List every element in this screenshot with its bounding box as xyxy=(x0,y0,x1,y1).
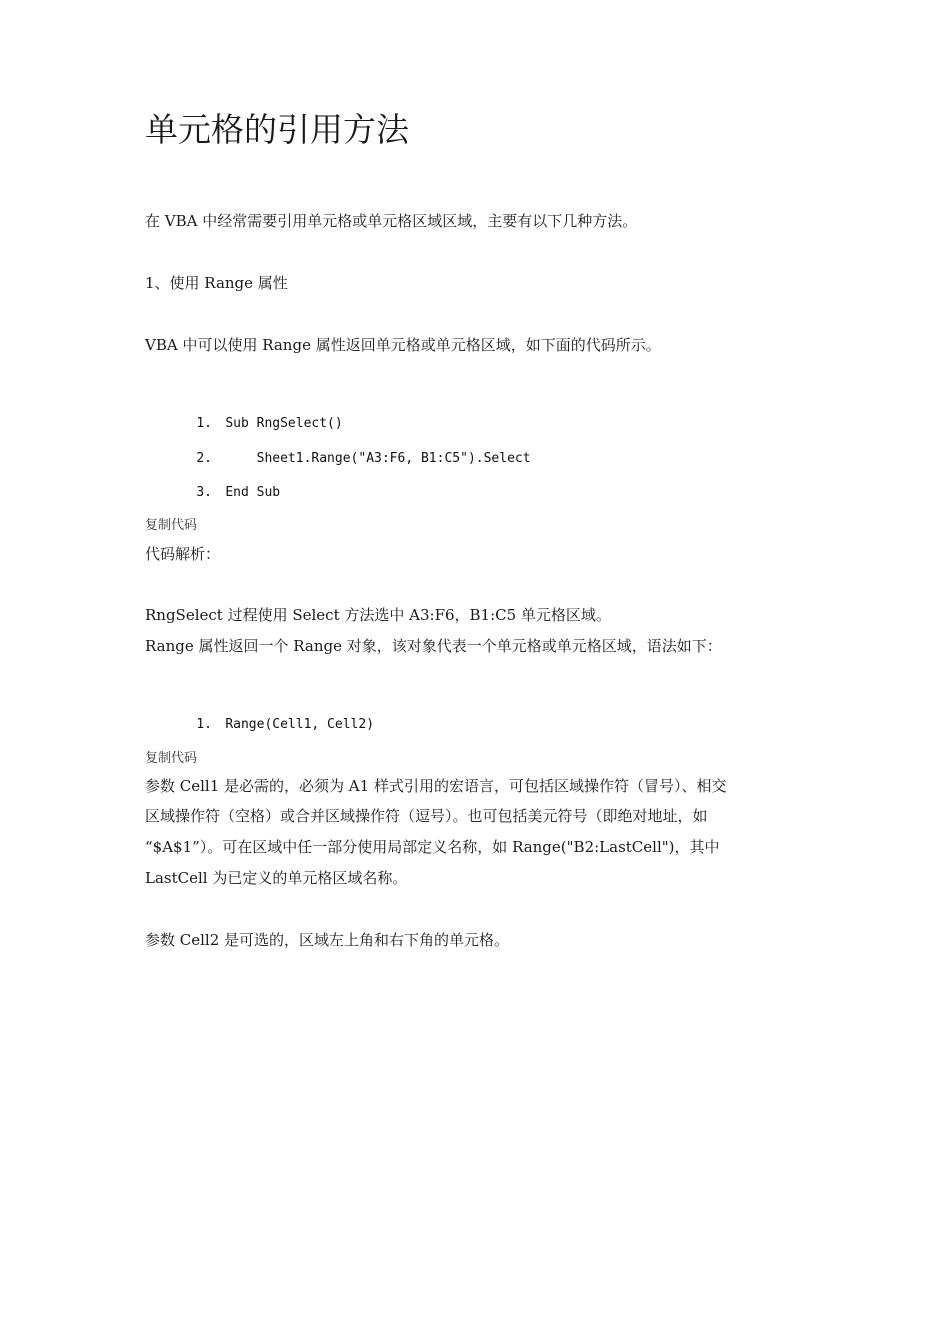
code-line xyxy=(165,695,374,755)
section-heading-range: 1、使用 Range 属性 xyxy=(145,274,288,292)
analysis-line: RngSelect 过程使用 Select 方法选中 A3:F6，B1:C5 单元格区域。 xyxy=(145,606,611,624)
code-line-number: 3. xyxy=(196,485,212,500)
param-cell1-line: “$A$1”）。可在区域中任一部分使用局部定义名称，如 Range("B2:LastCell")，其中 xyxy=(145,838,720,856)
analysis-heading: 代码解析： xyxy=(145,545,221,563)
code-line-text: Sub RngSelect() xyxy=(225,416,343,431)
code-line-text: Sheet1.Range("A3:F6, B1:C5").Select xyxy=(225,451,531,466)
copy-code-link[interactable]: 复制代码 xyxy=(145,751,198,766)
param-cell2-paragraph: 参数 Cell2 是可选的，区域左上角和右下角的单元格。 xyxy=(145,931,510,949)
param-cell1-line: LastCell 为已定义的单元格区域名称。 xyxy=(145,869,408,887)
param-cell1-line: 区域操作符（空格）或合并区域操作符（逗号）。也可包括美元符号（即绝对地址，如 xyxy=(145,807,708,825)
section-description: VBA 中可以使用 Range 属性返回单元格或单元格区域，如下面的代码所示。 xyxy=(145,336,661,354)
intro-paragraph: 在 VBA 中经常需要引用单元格或单元格区域区域，主要有以下几种方法。 xyxy=(145,212,638,230)
page-title: 单元格的引用方法 xyxy=(145,110,409,149)
code-line-number: 1. xyxy=(196,416,212,431)
code-line xyxy=(165,463,280,523)
code-line-number: 2. xyxy=(196,451,212,466)
copy-code-link[interactable]: 复制代码 xyxy=(145,518,198,533)
code-line-text: Range(Cell1, Cell2) xyxy=(225,717,375,732)
analysis-line: Range 属性返回一个 Range 对象，该对象代表一个单元格或单元格区域，语法如下： xyxy=(145,637,722,655)
code-line-number: 1. xyxy=(196,717,212,732)
param-cell1-line: 参数 Cell1 是必需的，必须为 A1 样式引用的宏语言，可包括区域操作符（冒号）、相交 xyxy=(145,777,727,795)
code-line-text: End Sub xyxy=(225,485,281,500)
